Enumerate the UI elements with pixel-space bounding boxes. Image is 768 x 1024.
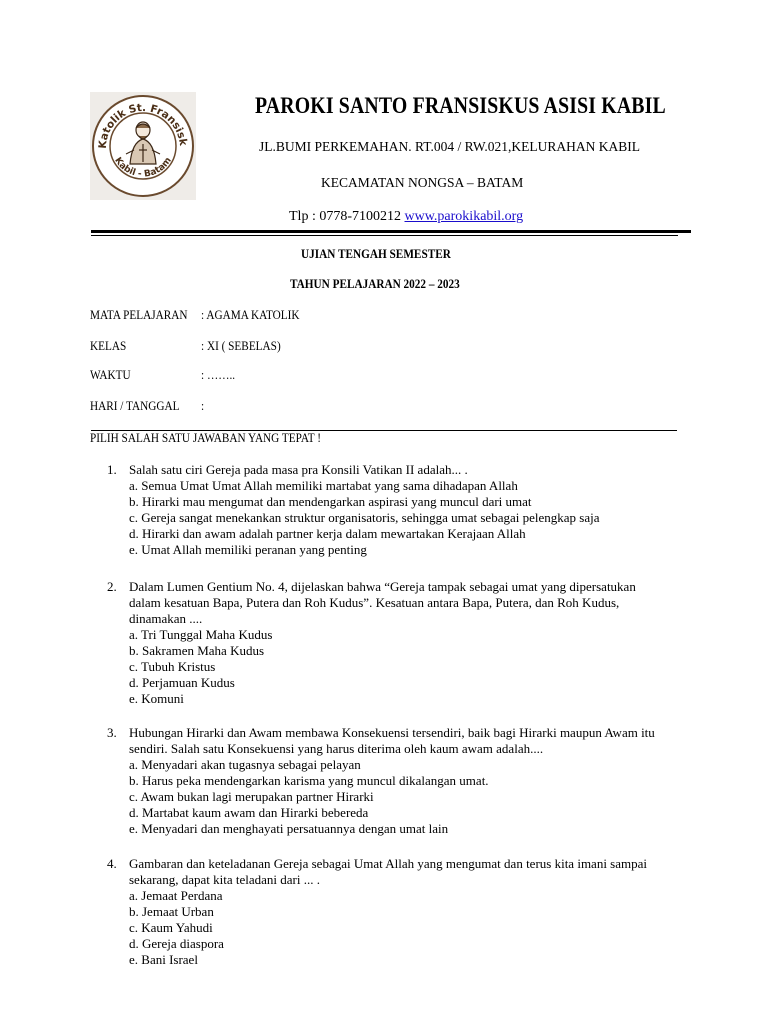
header-divider-thin [91, 235, 678, 236]
question-number: 3. [107, 725, 117, 740]
info-value-time: : …….. [201, 368, 236, 382]
info-label-date: HARI / TANGGAL [90, 399, 180, 413]
instruction: PILIH SALAH SATU JAWABAN YANG TEPAT ! [90, 431, 322, 445]
parish-district: KECAMATAN NONGSA – BATAM [321, 175, 524, 190]
answer-option: c. Kaum Yahudi [129, 920, 213, 935]
answer-option: e. Menyadari dan menghayati persatuannya dengan umat lain [129, 821, 449, 836]
question-text: Gambaran dan keteladanan Gereja sebagai Umat Allah yang mengumat dan terus kita imani sampai sekarang, dapat kita teladani dari ... . [129, 856, 648, 887]
answer-option: a. Semua Umat Umat Allah memiliki martabat yang sama dihadapan Allah [129, 478, 518, 493]
answer-option: d. Hirarki dan awam adalah partner kerja dalam mewartakan Kerajaan Allah [129, 526, 526, 541]
info-label-class: KELAS [90, 339, 127, 353]
question-text: Dalam Lumen Gentium No. 4, dijelaskan bahwa “Gereja tampak sebagai umat yang dipersatukan dalam kesatuan Bapa, Putera dan Roh Kudus”. Kesatuan antara Bapa, Putera, dan Roh Kudus, dinamakan .... [129, 579, 636, 626]
info-value-class: : XI ( SEBELAS) [201, 339, 281, 353]
answer-option: a. Tri Tunggal Maha Kudus [129, 627, 273, 642]
parish-contact [289, 209, 523, 225]
phone-number: Tlp : 0778-7100212 [289, 209, 405, 224]
answer-option: e. Komuni [129, 691, 184, 706]
answer-option: b. Harus peka mendengarkan karisma yang muncul dikalangan umat. [129, 773, 489, 788]
answer-option: b. Hirarki mau mengumat dan mendengarkan aspirasi yang muncul dari umat [129, 494, 532, 509]
website-link[interactable]: www.parokikabil.org [404, 209, 524, 224]
answer-option: e. Bani Israel [129, 952, 198, 967]
info-value-subject: : AGAMA KATOLIK [201, 308, 300, 322]
exam-title: UJIAN TENGAH SEMESTER [300, 247, 451, 261]
parish-title: PAROKI SANTO FRANSISKUS ASISI KABIL [255, 93, 666, 118]
question-text: Hubungan Hirarki dan Awam membawa Konsekuensi tersendiri, baik bagi Hirarki maupun Awam itu sendiri. Salah satu Konsekuensi yang harus diterima oleh kaum awam adalah.... [129, 725, 655, 756]
answer-option: c. Awam bukan lagi merupakan partner Hirarki [129, 789, 374, 804]
question-number: 1. [107, 462, 117, 477]
info-label-time: WAKTU [90, 368, 131, 382]
info-value-date: : [201, 399, 205, 413]
question-number: 2. [107, 579, 117, 594]
exam-year: TAHUN PELAJARAN 2022 – 2023 [289, 277, 460, 291]
question-1 [107, 462, 667, 558]
question-number: 4. [107, 856, 117, 871]
question-3 [107, 725, 667, 837]
info-label-subject: MATA PELAJARAN [90, 308, 188, 322]
answer-option: d. Perjamuan Kudus [129, 675, 235, 690]
question-4 [107, 856, 667, 968]
logo-text-top: Katolik St. Fransisk [96, 101, 190, 150]
answer-option: d. Martabat kaum awam dan Hirarki bebereda [129, 805, 369, 820]
question-text: Salah satu ciri Gereja pada masa pra Konsili Vatikan II adalah... . [129, 462, 468, 477]
answer-option: c. Gereja sangat menekankan struktur organisatoris, sehingga umat sebagai pelengkap saja [129, 510, 600, 525]
logo-text-bottom: Kabil - Batam [112, 155, 174, 180]
answer-option: b. Sakramen Maha Kudus [129, 643, 265, 658]
header-divider-thick [91, 230, 691, 233]
answer-option: a. Menyadari akan tugasnya sebagai pelayan [129, 757, 361, 772]
answer-option: a. Jemaat Perdana [129, 888, 223, 903]
answer-option: d. Gereja diaspora [129, 936, 224, 951]
answer-option: e. Umat Allah memiliki peranan yang penting [129, 542, 367, 557]
answer-option: b. Jemaat Urban [129, 904, 214, 919]
answer-option: c. Tubuh Kristus [129, 659, 216, 674]
parish-logo [90, 92, 196, 200]
question-2 [107, 579, 667, 707]
parish-address: JL.BUMI PERKEMAHAN. RT.004 / RW.021,KELURAHAN KABIL [259, 139, 640, 154]
